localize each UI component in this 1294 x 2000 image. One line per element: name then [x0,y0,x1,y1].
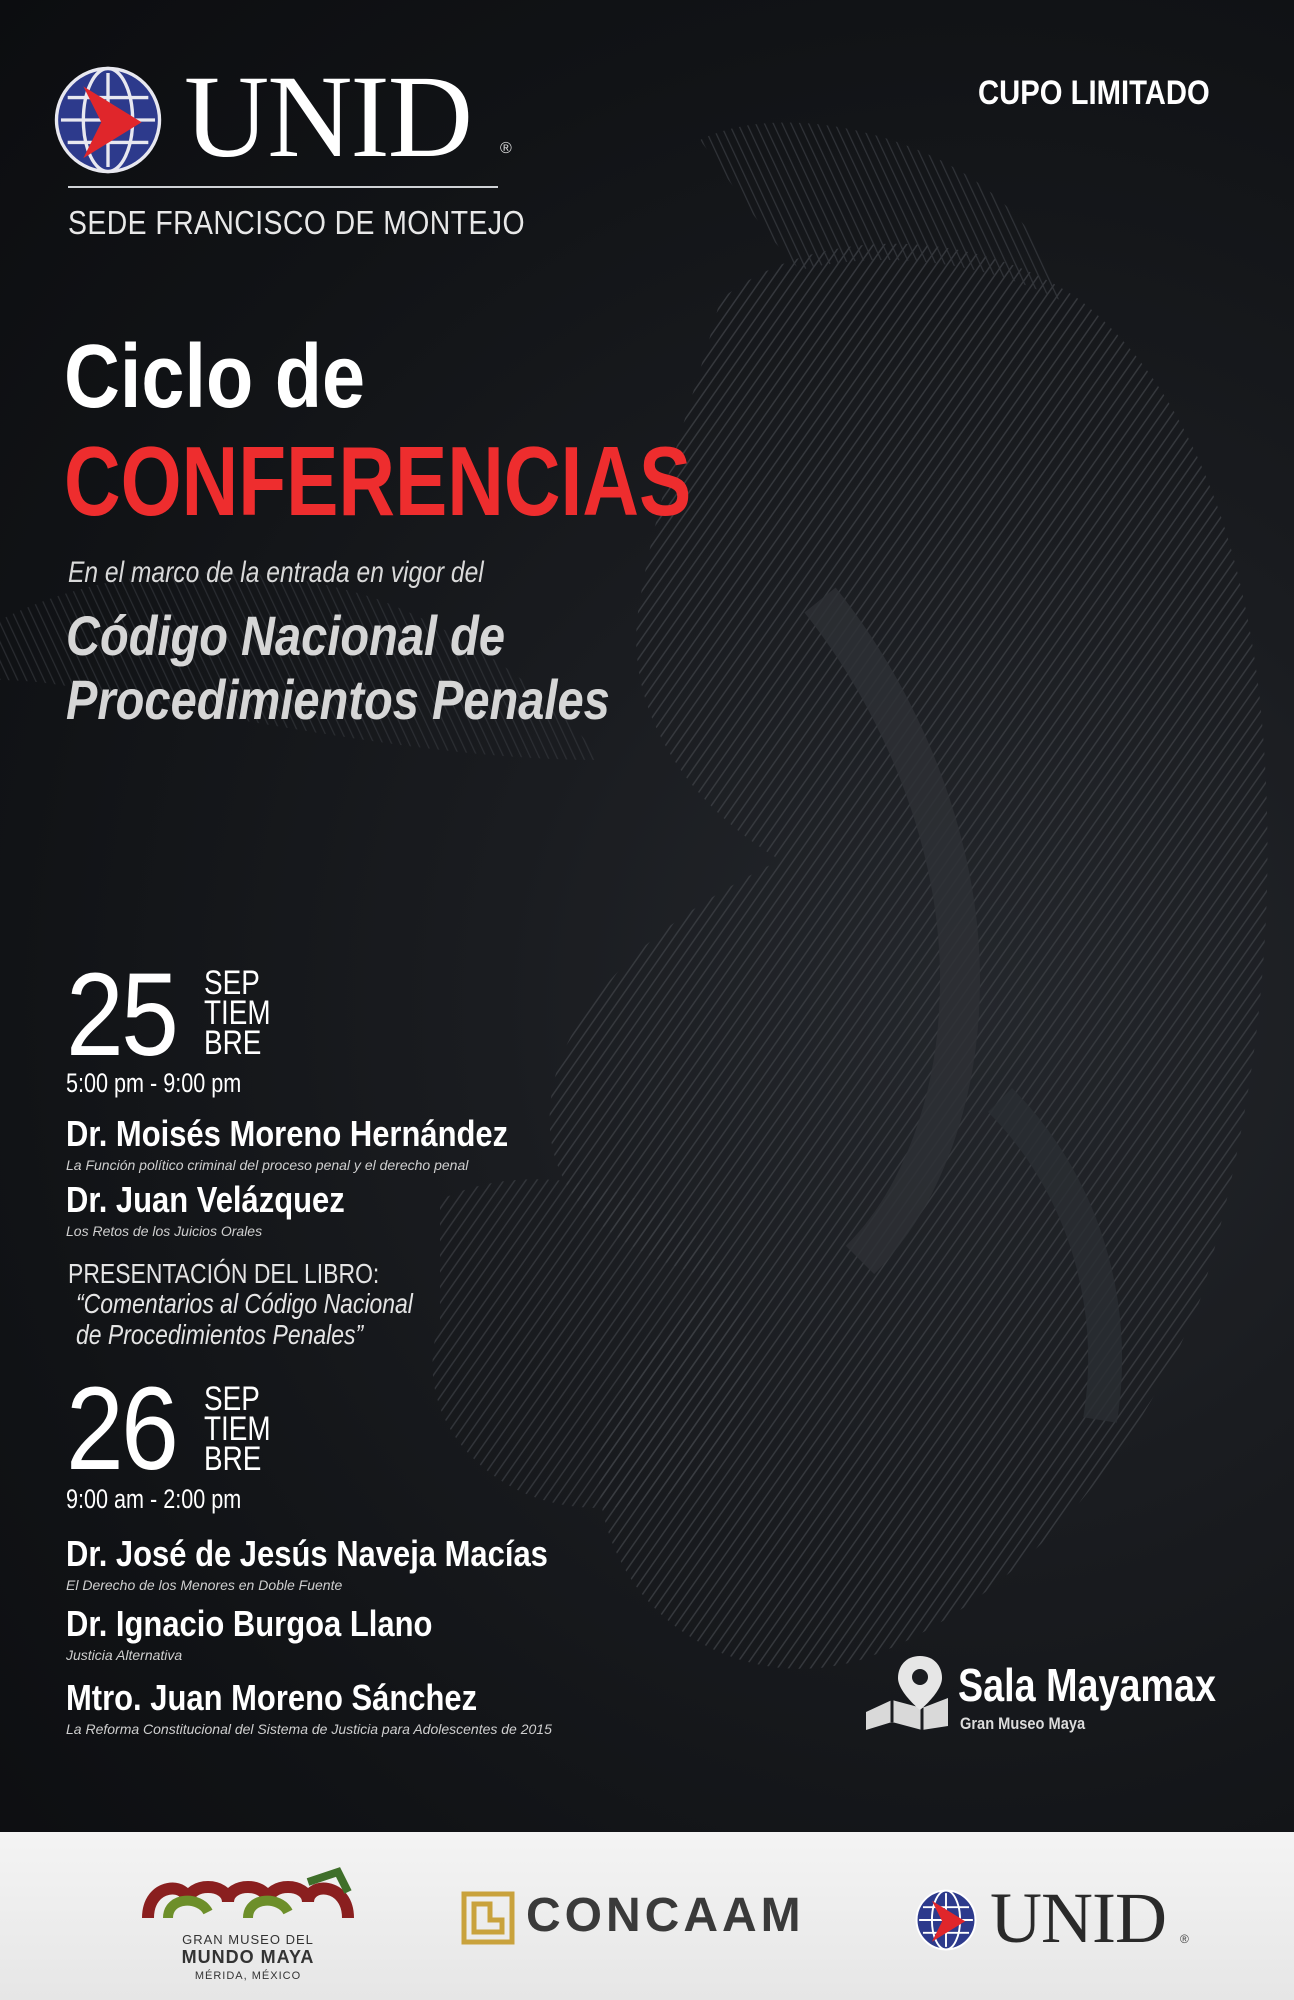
intro-text: En el marco de la entrada en vigor del [68,556,484,589]
day1-month-part: TIEM [204,994,271,1032]
title-line-1: Ciclo de [64,327,366,427]
day2-month-part: BRE [204,1440,262,1478]
day1-month [204,964,271,1062]
registered-mark: ® [1180,1932,1189,1946]
speaker-name: Dr. Ignacio Burgoa Llano [66,1603,433,1644]
logo-divider [68,186,498,188]
sede-label: SEDE FRANCISCO DE MONTEJO [68,204,525,241]
concaam-wordmark: CONCAAM [526,1889,805,1942]
book-title-line-2: de Procedimientos Penales” [76,1319,364,1351]
sponsor-footer [0,1832,1294,2000]
gran-museo-line-3: MÉRIDA, MÉXICO [194,1970,302,1982]
speaker-topic: La Función político criminal del proceso penal y el derecho penal [66,1157,469,1173]
codigo-line-2: Procedimientos Penales [66,667,610,731]
gran-museo-logo-icon [138,1862,358,1926]
speaker-name: Mtro. Juan Moreno Sánchez [66,1677,478,1718]
book-presentation-label: PRESENTACIÓN DEL LIBRO: [68,1258,380,1289]
book-title-line-1: “Comentarios al Código Nacional [76,1288,413,1319]
unid-footer-wordmark: UNID [990,1878,1166,1958]
day1-time: 5:00 pm - 9:00 pm [66,1068,242,1098]
book-title [76,1288,413,1351]
unid-globe-logo-icon [52,64,164,176]
day2-time: 9:00 am - 2:00 pm [66,1484,242,1514]
speaker-topic: Justicia Alternativa [66,1647,183,1663]
location-pin-map-icon [862,1652,952,1730]
cupo-limitado-label: CUPO LIMITADO [978,74,1210,112]
speaker-name: Dr. Moisés Moreno Hernández [66,1113,509,1154]
unid-logo-wordmark: UNID [184,51,471,182]
venue-subtitle: Gran Museo Maya [960,1714,1086,1733]
registered-mark: ® [500,140,512,157]
day1-number: 25 [66,949,177,1081]
codigo-line-1: Código Nacional de [66,604,506,667]
day2-number: 26 [66,1363,177,1495]
day2-month-part: SEP [204,1380,260,1418]
unid-globe-logo-icon [914,1888,978,1952]
day1-month-part: BRE [204,1024,262,1062]
speaker-name: Dr. José de Jesús Naveja Macías [66,1533,548,1574]
codigo-title [66,604,610,732]
day2-month [204,1380,271,1478]
speaker-topic: Los Retos de los Juicios Orales [66,1223,263,1239]
venue-name: Sala Mayamax [958,1659,1216,1711]
concaam-logo-icon [460,1890,516,1946]
speaker-topic: El Derecho de los Menores en Doble Fuente [66,1577,343,1593]
day2-month-part: TIEM [204,1410,271,1448]
speaker-name: Dr. Juan Velázquez [66,1179,345,1220]
speaker-topic: La Reforma Constitucional del Sistema de Justicia para Adolescentes de 2015 [66,1721,552,1737]
day1-month-part: SEP [204,964,260,1002]
gran-museo-line-2: MUNDO MAYA [181,1947,315,1967]
title-line-2: CONFERENCIAS [64,426,692,536]
gran-museo-line-1: GRAN MUSEO DEL [182,1932,314,1947]
